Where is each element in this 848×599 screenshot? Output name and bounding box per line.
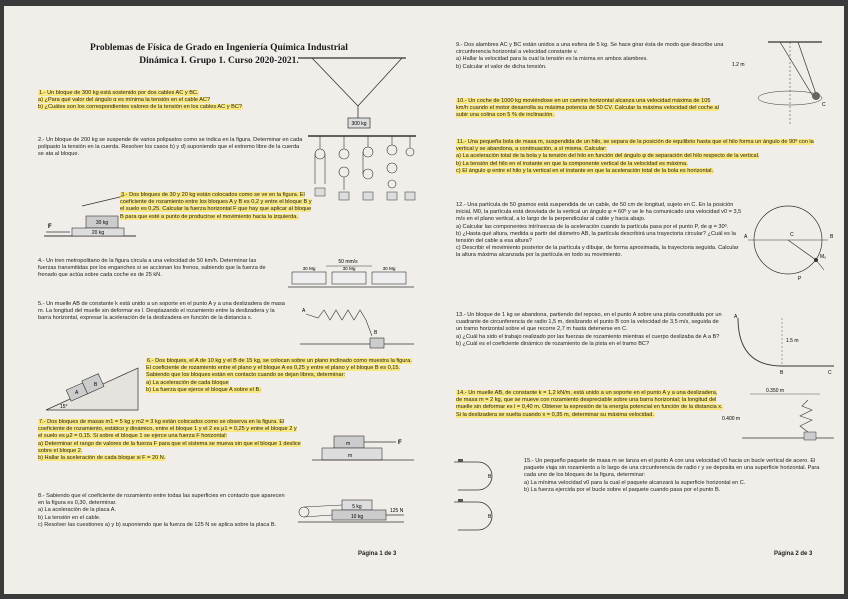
problem-3 [120, 192, 316, 221]
length-12m-label: 1.2 m [732, 62, 745, 68]
fig15-label-b: B [488, 474, 492, 480]
problem-14-text: 14.- Un muelle AB, de constante k = 1,2 kN/m, está unido a un soporte en el punto A y a una deslizadera, de masa m = 2 kg, que se mueve con rozamiento despreciable sobre una barra horizontal; la longitud del muelle sin deformar es l = 0,40 m. Obtener la expresión de la energía potencial en función de la distancia x. Si la deslizadera se suelta cuando x = 0,35 m, determinar su máxima velocidad. [456, 390, 723, 418]
fig7-m2-label: m [348, 453, 353, 459]
page-number-left: Página 1 de 3 [358, 551, 397, 557]
block-10kg-label: 10 kg [350, 514, 364, 520]
cable-mass-label: 300 kg [351, 121, 367, 127]
problem-5 [38, 301, 288, 323]
angle-15-label: 15° [60, 404, 68, 410]
fig7-force-label: F [398, 440, 402, 446]
fig5-label-b: B [374, 330, 378, 336]
problem-5-text: 5.- Un muelle AB de constante k está unido a un soporte en el punto A y a una deslizadera de masa m. La longitud del muelle sin deformar es l. Desplazando el rozamiento entre la deslizadera y la barra horizontal, expresar la aceleración de la deslizadera en función de la distancia x. [38, 301, 285, 322]
figure-circle-particle [740, 196, 838, 284]
fig7-m1-label: m [346, 441, 351, 447]
block-20-label: 20 kg [91, 230, 105, 236]
dim-0350-label: 0.350 m [766, 388, 785, 394]
train-speed-label: 50 mm/s [338, 259, 358, 265]
radius-15m-label: 1.5 m [786, 338, 799, 344]
figure-quarter-track [730, 312, 838, 382]
problem-6 [146, 358, 418, 394]
figure-two-blocks [308, 426, 418, 472]
page-right [424, 6, 844, 594]
figure-spring-slider [294, 298, 418, 354]
fig13-label-a: A [734, 314, 738, 320]
figure-incline [42, 358, 142, 414]
force-f-label: F [48, 224, 52, 230]
figure-sphere-wires [728, 34, 838, 130]
figure-pulleys [306, 132, 418, 224]
problem-15-text: 15.- Un pequeño paquete de masa m se lanza en el punto A con una velocidad v0 hacia un bucle vertical de acero. El paquete viaja sin rozamiento a lo largo de una circunferencia de radio r y se deposita en una superficie horizontal. Para cada uno de los bloques de la figura, determinar: a) La mínima velocidad v0 para la cual el paquete alcanzará la superficie horizontal en C. b) La fuerza ejercida por el bucle sobre el paquete cuando pasa por el punto B. [524, 458, 820, 493]
car-3-label: 30 Mg [382, 266, 396, 271]
title-line-2: Dinámica I. Grupo 1. Curso 2020-2021. [139, 56, 299, 66]
fig12-label-b: B [830, 234, 834, 240]
title-line-1: Problemas de Física de Grado en Ingeniería Química Industrial [90, 43, 348, 53]
fig12-label-c: C [790, 232, 794, 238]
fig5-label-a: A [302, 308, 306, 314]
document-sheet [4, 6, 844, 594]
problem-13 [456, 312, 724, 348]
problem-10 [456, 98, 724, 120]
problem-15 [524, 458, 824, 494]
figure-loops [448, 454, 528, 536]
fig13-label-b: B [780, 370, 784, 376]
figure-cables [294, 54, 414, 136]
problem-6-text: 6.- Dos bloques, el A de 10 kg y el B de 15 kg, se colocan sobre un plano inclinado como muestra la figura. El coeficiente de rozamiento entre el plano y el bloque A es 0,25 y entre el plano y el bloque B es 0,15. Sabiendo que los bloques están en contacto cuando se dejan libres, determinar: a) La aceleración de cada bloque b) La fuerza que ejerce el bloque A sobre el B. [146, 358, 412, 393]
car-1-label: 30 Mg [302, 266, 316, 271]
problem-10-text: 10.- Un coche de 1000 kg moviéndose en un camino horizontal alcanza una velocidad máxima de 105 km/h cuando el motor desarrolla su máxima potencia de 50 CV. Calcular la máxima velocidad del coche al subir una colina con 5 % de inclinación. [456, 98, 719, 119]
problem-1-text: 1.- Un bloque de 300 kg está sostenido por dos cables AC y BC. a) ¿Para qué valor del ángulo α es mínima la tensión en el cable AC? b) ¿Cuáles son los correspondientes valores de la tensión en los cables AC y BC? [38, 90, 242, 111]
problem-13-text: 13.- Un bloque de 1 kg se abandona, partiendo del reposo, en el punto A sobre una pista constituida por un cuadrante de circunferencia de radio 1,5 m, deslizando el punto B con la velocidad de 3,5 m/s, seguida de un tramo horizontal sobre el que recorre 2,7 m hasta detenerse en C. a) ¿Cuál ha sido el trabajo realizado por las fuerzas de rozamiento mientras el cuerpo deslizaba de A a B? b) ¿Cuál es el coeficiente dinámico de rozamiento de la pista en el tramo BC? [456, 312, 722, 347]
problem-8-text: 8.- Sabiendo que el coeficiente de rozamiento entre todas las superficies en contacto que aparecen en la figura es 0,30, determinar. a) La aceleración de la placa A. b) La tensión en el cable. c) Resolver las cuestiones a) y b) suponiendo que la fuerza de 125 N se aplica sobre la placa B. [38, 493, 285, 528]
fig9-label-c: C [822, 102, 826, 108]
block-30-label: 30 kg [95, 220, 109, 226]
dim-0400-label: 0.400 m [722, 416, 741, 422]
figure-plates [294, 492, 418, 532]
fig13-label-c: C [828, 370, 832, 376]
problem-2 [38, 137, 306, 159]
fig12-label-p: P [798, 276, 802, 282]
problem-12 [456, 202, 742, 260]
fig6-label-a: A [75, 390, 79, 396]
problem-11 [456, 139, 826, 175]
problem-11-text: 11.- Una pequeña bola de masa m, suspendida de un hilo, se separa de la posición de equilibrio hasta que el hilo forma un ángulo de 90º con la vertical y se abandona, a continuación, a sí misma. Calcular: a) La aceleración total de la bola y la tensión del hilo en función del ángulo φ de separación del hilo respecto de la vertical. b) La tensión del hilo en el instante en que la componente vertical de la velocidad es máxima. c) El ángulo φ entre el hilo y la vertical en el instante en que la aceleración total de la bola es horizontal. [456, 139, 814, 174]
page-number-right: Página 2 de 3 [774, 551, 813, 557]
problem-1 [38, 90, 288, 112]
problem-9-text: 9.- Dos alambres AC y BC están unidos a una esfera de 5 kg. Se hace girar ésta de modo que describe una circunferencia horizontal a velocidad constante v. a) Hallar la velocidad para la cual la tensión es la misma en ambos alambres. b) Calcular el valor de dicha tensión. [456, 42, 724, 70]
problem-12-text: 12.- Una partícula de 50 gramos está suspendida de un cable, de 50 cm de longitud, sujeto en C. En la posición inicial, M0, la partícula está desviada de la vertical un ángulo φ = 60º y se le ha comunicado una velocidad v0 = 3,5 m/s en el plano vertical, a lo largo de la perpendicular al cable y hacia abajo. a) Calcular las componentes intrínsecas de la aceleración cuando la partícula pasa por el punto P, de φ = 30º. b) ¿Hasta qué altura, medida a partir del diámetro AB, la partícula describirá una trayectoria circular? ¿Cuál es la tensión del cable a esa altura? c) Describir el movimiento posterior de la partícula y dibujar, de forma aproximada, la trayectoria seguida. Calcular la altura máxima alcanzada por la partícula en todo su movimiento. [456, 202, 742, 259]
car-2-label: 30 Mg [342, 266, 356, 271]
problem-14 [456, 390, 724, 419]
figure-train [286, 256, 418, 292]
problem-4-text: 4.- Un tren metropolitano de la figura circula a una velocidad de 50 km/h. Determinar las fuerzas transmitidas por los enganches si se accionan los frenos, sabiendo que la fuerza de frenado que actúa sobre cada coche es de 25 kN. [38, 258, 266, 279]
problem-8 [38, 493, 292, 529]
fig12-label-m0: M₀ [820, 254, 827, 260]
figure-spring-bar [720, 386, 838, 448]
fig15-label-b2: B [488, 514, 492, 520]
force-125-label: 125 N [390, 508, 404, 514]
problem-4 [38, 258, 276, 280]
fig12-label-a: A [744, 234, 748, 240]
block-5kg-label: 5 kg [352, 504, 362, 510]
problem-2-text: 2.- Un bloque de 200 kg se suspende de varios polipastos como se indica en la figura. Determinar en cada polipasto la tensión en la cuerda. Resolver los casos b) y d) suponiendo que el extremo libre de la cuerda se ata al bloque. [38, 137, 303, 158]
problem-7 [38, 419, 302, 462]
page-left [4, 6, 424, 594]
problem-7-text: 7.- Dos bloques de masas m1 = 5 kg y m2 = 3 kg están colocados como se observa en la figura. El coeficiente de rozamiento, estático y dinámico, entre el bloque 1 y el 2 es μ1 = 0,25 y entre el bloque 2 y el suelo es μ2 = 0,15. Si sobre el bloque 1 se ejerce una fuerza F horizontal: a) Determinar el rango de valores de la fuerza F para que el sistema se mueva sin que el bloque 1 deslice sobre el bloque 2. b) Hallar la aceleración de cada bloque si F = 20 N. [38, 419, 301, 462]
problem-3-text: 3.- Dos bloques de 30 y 20 kg están colocados como se ve en la figura. El coeficiente de rozamiento entre los bloques A y B es 0,2 y entre el bloque B y el suelo es 0,25. Calcular la fuerza horizontal F que hay que aplicar al bloque B para que esté a punto de producirse el movimiento hacia la izquierda. [120, 192, 312, 220]
problem-9 [456, 42, 724, 71]
fig6-label-b: B [94, 382, 98, 388]
